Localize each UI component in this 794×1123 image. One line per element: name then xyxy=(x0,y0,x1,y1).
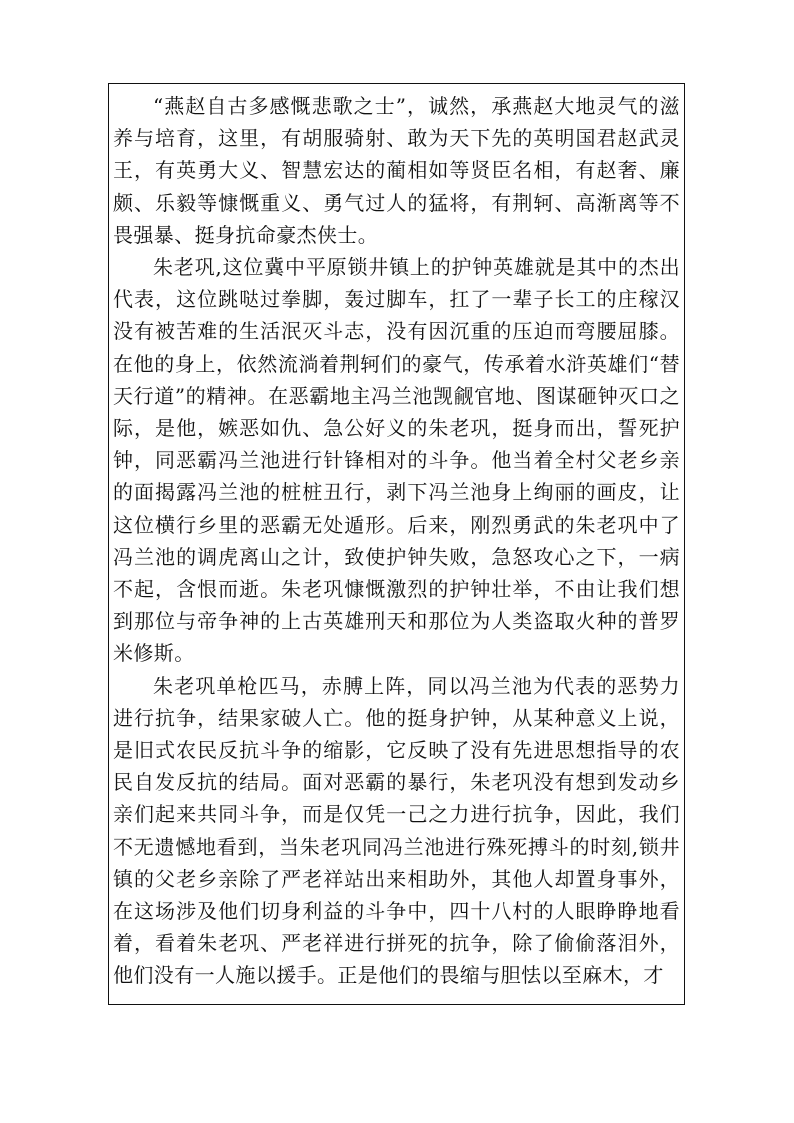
paragraph-3: 朱老巩单枪匹马，赤膊上阵，同以冯兰池为代表的恶势力进行抗争，结果家破人亡。他的挺身护钟，从某种意义上说，是旧式农民反抗斗争的缩影，它反映了没有先进思想指导的农民自发反抗的结局。面对恶霸的暴行，朱老巩没有想到发动乡亲们起来共同斗争，而是仅凭一己之力进行抗争，因此，我们不无遗憾地看到，当朱老巩同冯兰池进行殊死搏斗的时刻,锁井镇的父老乡亲除了严老祥站出来相助外，其他人却置身事外，在这场涉及他们切身利益的斗争中，四十八村的人眼睁睁地看着，看着朱老巩、严老祥进行拼死的抗争，除了偷偷落泪外，他们没有一人施以援手。正是他们的畏缩与胆怯以至麻木，才 xyxy=(113,673,680,988)
paragraph-2: 朱老巩,这位冀中平原锁井镇上的护钟英雄就是其中的杰出代表，这位跳哒过拳脚，轰过脚车，扛了一辈子长工的庄稼汉没有被苦难的生活泯灭斗志，没有因沉重的压迫而弯腰屈膝。在他的身上，依然流淌着荆轲们的豪气，传承着水浒英雄们“替天行道”的精神。在恶霸地主冯兰池觊觎官地、图谋砸钟灭口之际，是他，嫉恶如仇、急公好义的朱老巩，挺身而出，誓死护钟，同恶霸冯兰池进行针锋相对的斗争。他当着全村父老乡亲的面揭露冯兰池的桩桩丑行，剥下冯兰池身上绚丽的画皮，让这位横行乡里的恶霸无处遁形。后来，刚烈勇武的朱老巩中了冯兰池的调虎离山之计，致使护钟失败，急怒攻心之下，一病不起，含恨而逝。朱老巩慷慨激烈的护钟壮举，不由让我们想到那位与帝争神的上古英雄刑天和那位为人类盗取火种的普罗米修斯。 xyxy=(113,255,680,666)
text-box xyxy=(108,83,685,1005)
paragraph-1: “燕赵自古多感慨悲歌之士”，诚然，承燕赵大地灵气的滋养与培育，这里，有胡服骑射、敢为天下先的英明国君赵武灵王，有英勇大义、智慧宏达的蔺相如等贤臣名相，有赵奢、廉颇、乐毅等慷慨重义、勇气过人的猛将，有荆轲、高渐离等不畏强暴、挺身抗命豪杰侠士。 xyxy=(113,94,680,247)
